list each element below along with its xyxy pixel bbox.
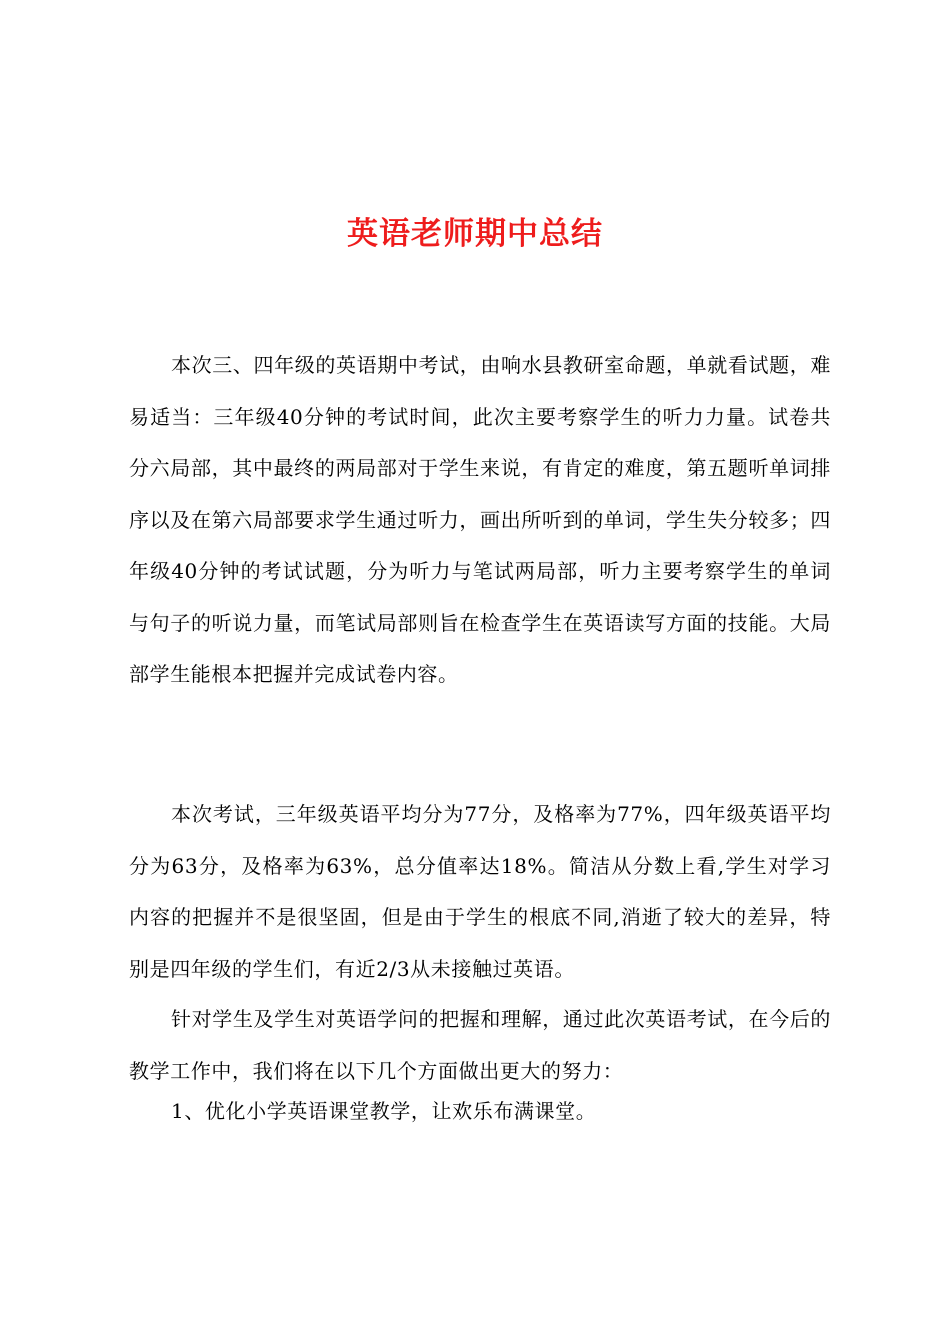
paragraph-point-one: 1、优化小学英语课堂教学，让欢乐布满课堂。 bbox=[171, 1099, 597, 1123]
paragraph-improvement-plan: 针对学生及学生对英语学问的把握和理解，通过此次英语考试，在今后的教学工作中，我们将在以下几个方面做出更大的努力： bbox=[129, 1007, 831, 1083]
document-title: 英语老师期中总结 bbox=[347, 216, 603, 252]
paragraph-exam-results: 本次考试，三年级英语平均分为77分，及格率为77%，四年级英语平均分为63分，及格率为63%，总分值率达18%。简洁从分数上看,学生对学习内容的把握并不是很坚固，但是由于学生的根底不同,消逝了较大的差异，特别是四年级的学生们，有近2/3从未接触过英语。 bbox=[129, 802, 831, 981]
paragraph-exam-overview: 本次三、四年级的英语期中考试，由响水县教研室命题，单就看试题，难易适当：三年级40分钟的考试时间，此次主要考察学生的听力力量。试卷共分六局部，其中最终的两局部对于学生来说，有肯定的难度，第五题听单词排序以及在第六局部要求学生通过听力，画出所听到的单词，学生失分较多；四年级40分钟的考试试题，分为听力与笔试两局部，听力主要考察学生的单词与句子的听说力量，而笔试局部则旨在检查学生在英语读写方面的技能。大局部学生能根本把握并完成试卷内容。 bbox=[129, 353, 831, 686]
